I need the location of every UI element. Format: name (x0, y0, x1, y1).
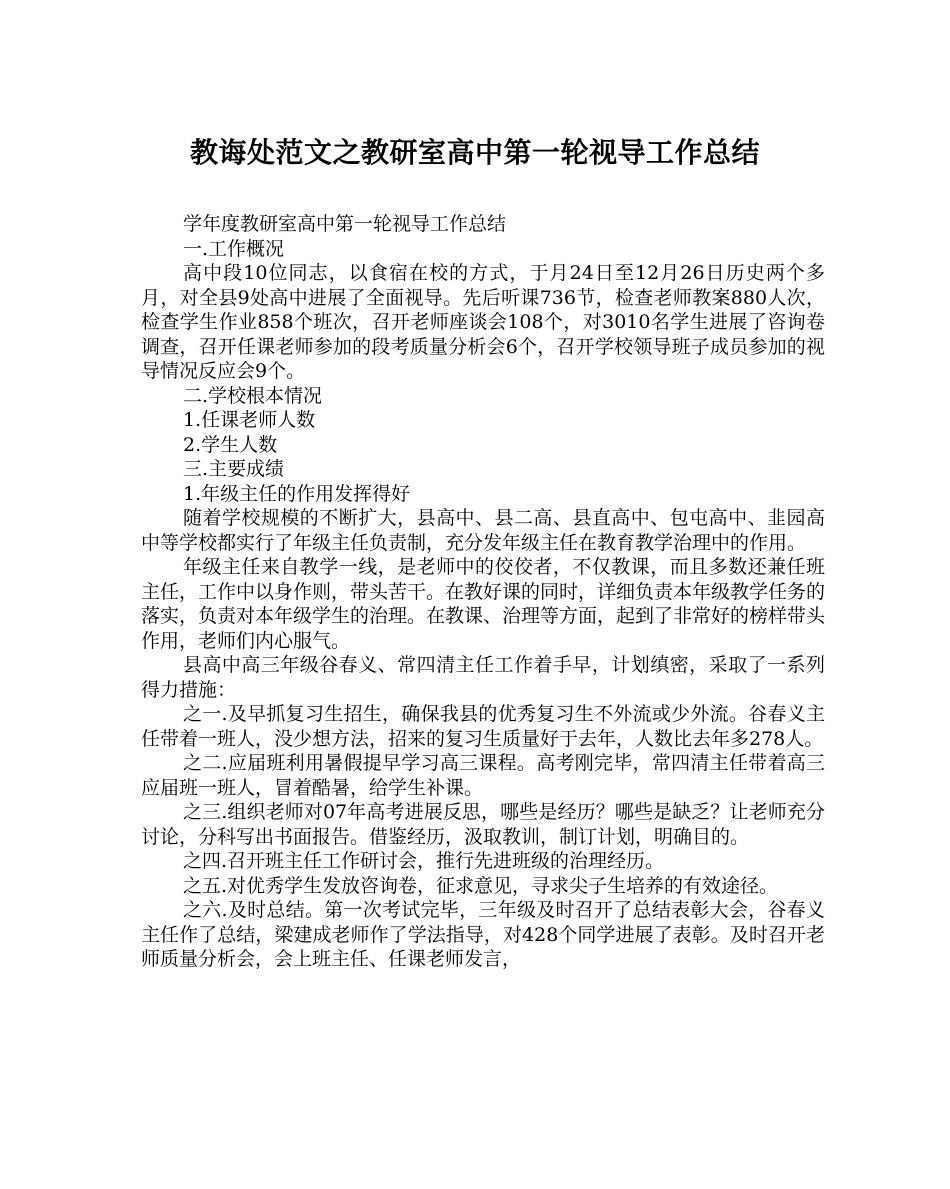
measure-item: 之三.组织老师对07年高考进展反思，哪些是经历？哪些是缺乏？让老师充分讨论，分科写出书面报告。借鉴经历，汲取教训，制订计划，明确目的。 (141, 801, 825, 848)
measure-item: 之一.及早抓复习生招生，确保我县的优秀复习生不外流或少外流。谷春义主任带着一班人，没少想方法，招来的复习生质量好于去年，人数比去年多278人。 (141, 703, 825, 750)
list-item: 1.任课老师人数 (183, 409, 316, 431)
measure-item: 之五.对优秀学生发放咨询卷，征求意见，寻求尖子生培养的有效途径。 (183, 874, 779, 897)
measure-item: 之六.及时总结。第一次考试完毕，三年级及时召开了总结表彰大会，谷春义主任作了总结，梁建成老师作了学法指导，对428个同学进展了表彰。及时召开老师质量分析会，会上班主任、任课老师发言， (141, 899, 825, 970)
body-paragraph: 县高中高三年级谷春义、常四清主任工作着手早，计划缜密，采取了一系列得力措施： (141, 654, 825, 701)
body-paragraph: 随着学校规模的不断扩大，县高中、县二高、县直高中、包屯高中、韭园高中等学校都实行了年级主任负责制，充分发年级主任在教育教学治理中的作用。 (141, 507, 825, 554)
body-paragraph: 高中段10位同志，以食宿在校的方式，于月24日至12月26日历史两个多月，对全县9处高中进展了全面视导。先后听课736节，检查老师教案880人次，检查学生作业858个班次，召开老师座谈会108个，对3010名学生进展了咨询卷调查，召开任课老师参加的段考质量分析会6个，召开学校领导班子成员参加的视导情况反应会9个。 (141, 262, 825, 382)
measure-item: 之二.应届班利用暑假提早学习高三课程。高考刚完毕，常四清主任带着高三应届班一班人，冒着酷暑，给学生补课。 (141, 752, 825, 799)
subsection-heading: 1.年级主任的作用发挥得好 (183, 482, 411, 505)
document-title: 教诲处范文之教研室高中第一轮视导工作总结 (189, 136, 760, 169)
list-item: 2.学生人数 (183, 433, 278, 456)
section-heading: 三.主要成绩 (183, 458, 285, 480)
measure-item: 之四.召开班主任工作研讨会，推行先进班级的治理经历。 (183, 850, 665, 872)
section-heading: 一.工作概况 (183, 237, 285, 260)
body-paragraph: 学年度教研室高中第一轮视导工作总结 (183, 213, 507, 235)
section-heading: 二.学校根本情况 (183, 384, 323, 407)
body-paragraph: 年级主任来自教学一线，是老师中的佼佼者，不仅教课，而且多数还兼任班主任，工作中以身作则，带头苦干。在教好课的同时，详细负责本年级教学任务的落实，负责对本年级学生的治理。在教课、治理等方面，起到了非常好的榜样带头作用，老师们内心服气。 (141, 556, 826, 652)
document-body (141, 212, 825, 972)
